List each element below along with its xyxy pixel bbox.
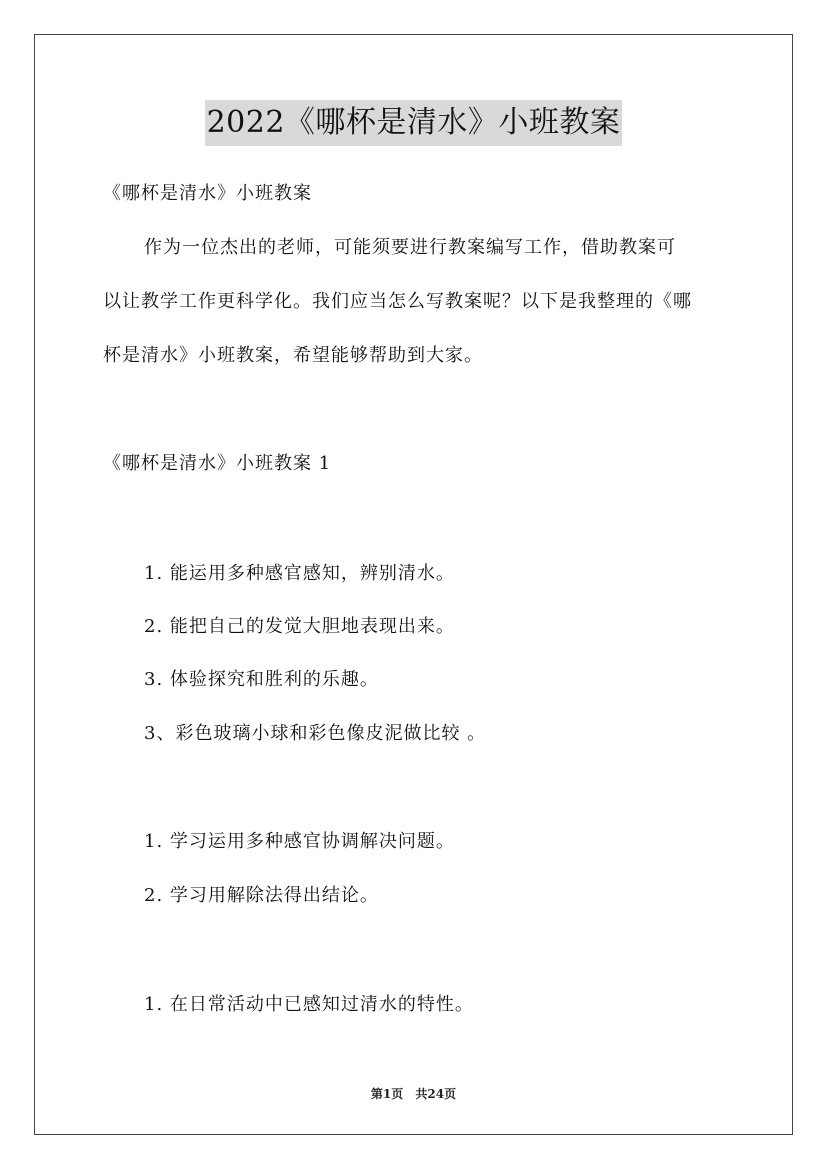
intro-line-1: 作为一位杰出的老师，可能须要进行教案编写工作，借助教案可 [144, 237, 676, 258]
material-item: 3、彩色玻璃小球和彩色像皮泥做比较 。 [144, 723, 487, 744]
prep-item-1: 1. 在日常活动中已感知过清水的特性。 [144, 994, 474, 1015]
goal-item-1: 1. 能运用多种感官感知，辨别清水。 [144, 563, 455, 584]
document-title: 2022《哪杯是清水》小班教案 [205, 100, 623, 146]
goal-item-3: 3. 体验探究和胜利的乐趣。 [144, 669, 379, 690]
goal-item-2: 2. 能把自己的发觉大胆地表现出来。 [144, 616, 455, 637]
focus-item-1: 1. 学习运用多种感官协调解决问题。 [144, 831, 455, 852]
intro-line-2: 以让教学工作更科学化。我们应当怎么写教案呢？以下是我整理的《哪 [103, 291, 692, 312]
subtitle-line: 《哪杯是清水》小班教案 [103, 183, 312, 204]
title-container [0, 100, 827, 146]
page-footer: 第1页 共24页 [370, 1087, 457, 1101]
section-heading: 《哪杯是清水》小班教案 1 [103, 453, 332, 474]
focus-item-2: 2. 学习用解除法得出结论。 [144, 885, 379, 906]
intro-line-3: 杯是清水》小班教案，希望能够帮助到大家。 [103, 345, 483, 366]
